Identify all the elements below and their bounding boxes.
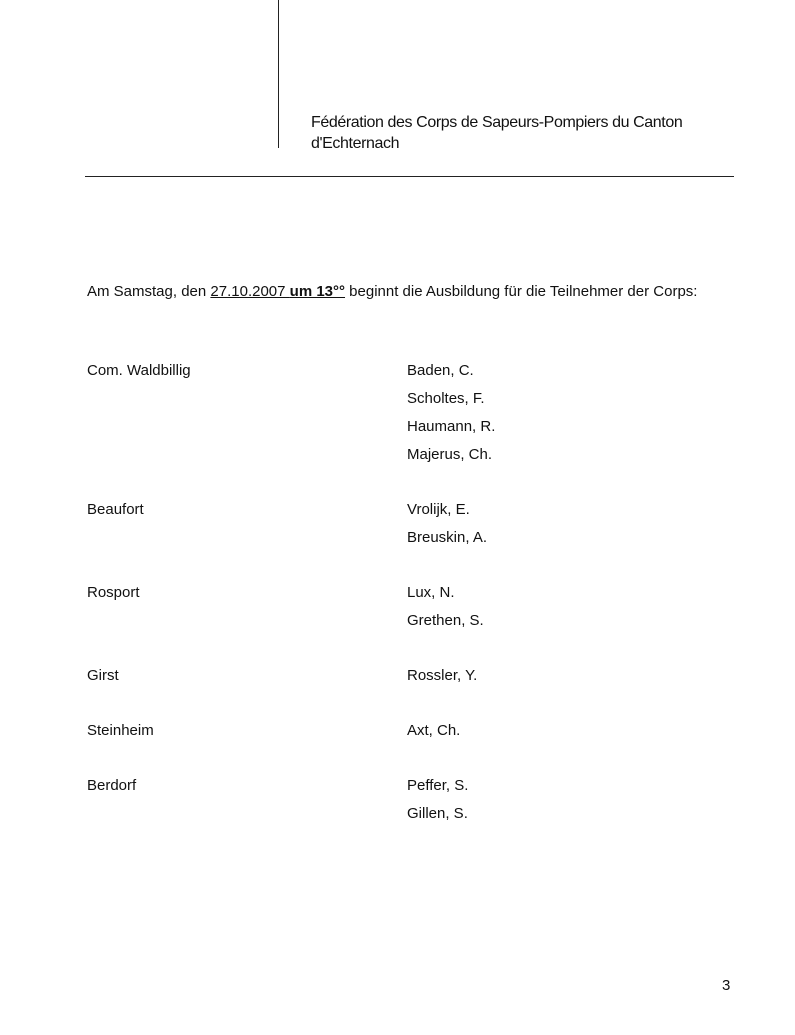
intro-text-after: beginnt die Ausbildung für die Teilnehmer der Corps: xyxy=(345,283,698,300)
intro-time: um 13°° xyxy=(289,283,346,300)
corps-name: Steinheim xyxy=(87,722,154,739)
participant-list xyxy=(407,772,468,828)
participant-name: Rossler, Y. xyxy=(407,667,478,684)
participant-name: Haumann, R. xyxy=(407,418,496,435)
participant-name: Baden, C. xyxy=(407,362,474,379)
corps-name: Beaufort xyxy=(87,501,144,518)
participant-name: Breuskin, A. xyxy=(407,529,488,546)
organization-name-line1: Fédération des Corps de Sapeurs-Pompiers du Canton xyxy=(311,114,683,131)
participant-list xyxy=(407,579,484,635)
corps-group xyxy=(87,357,732,469)
corps-name: Com. Waldbillig xyxy=(87,362,191,379)
participant-list xyxy=(407,496,487,552)
corps-group xyxy=(87,579,732,635)
corps-group xyxy=(87,772,732,828)
corps-group xyxy=(87,662,732,690)
header-vertical-rule xyxy=(278,0,279,148)
participant-list xyxy=(407,357,495,469)
corps-name: Berdorf xyxy=(87,777,137,794)
participant-list xyxy=(407,662,477,690)
participant-groups xyxy=(87,357,732,855)
participant-name: Scholtes, F. xyxy=(407,390,485,407)
corps-name: Rosport xyxy=(87,584,140,601)
participant-name: Lux, N. xyxy=(407,584,455,601)
participant-list xyxy=(407,717,460,745)
intro-text-before: Am Samstag, den xyxy=(87,283,211,300)
organization-name-line2: d'Echternach xyxy=(311,135,400,152)
participant-name: Majerus, Ch. xyxy=(407,446,493,463)
page-number: 3 xyxy=(722,977,731,994)
corps-group xyxy=(87,496,732,552)
intro-paragraph xyxy=(87,278,732,306)
participant-name: Grethen, S. xyxy=(407,612,484,629)
corps-name: Girst xyxy=(87,667,119,684)
participant-name: Axt, Ch. xyxy=(407,722,461,739)
organization-name xyxy=(311,112,731,154)
corps-group xyxy=(87,717,732,745)
participant-name: Peffer, S. xyxy=(407,777,469,794)
header-horizontal-rule xyxy=(85,176,734,177)
intro-date: 27.10.2007 xyxy=(210,283,286,300)
participant-name: Vrolijk, E. xyxy=(407,501,470,518)
participant-name: Gillen, S. xyxy=(407,805,468,822)
